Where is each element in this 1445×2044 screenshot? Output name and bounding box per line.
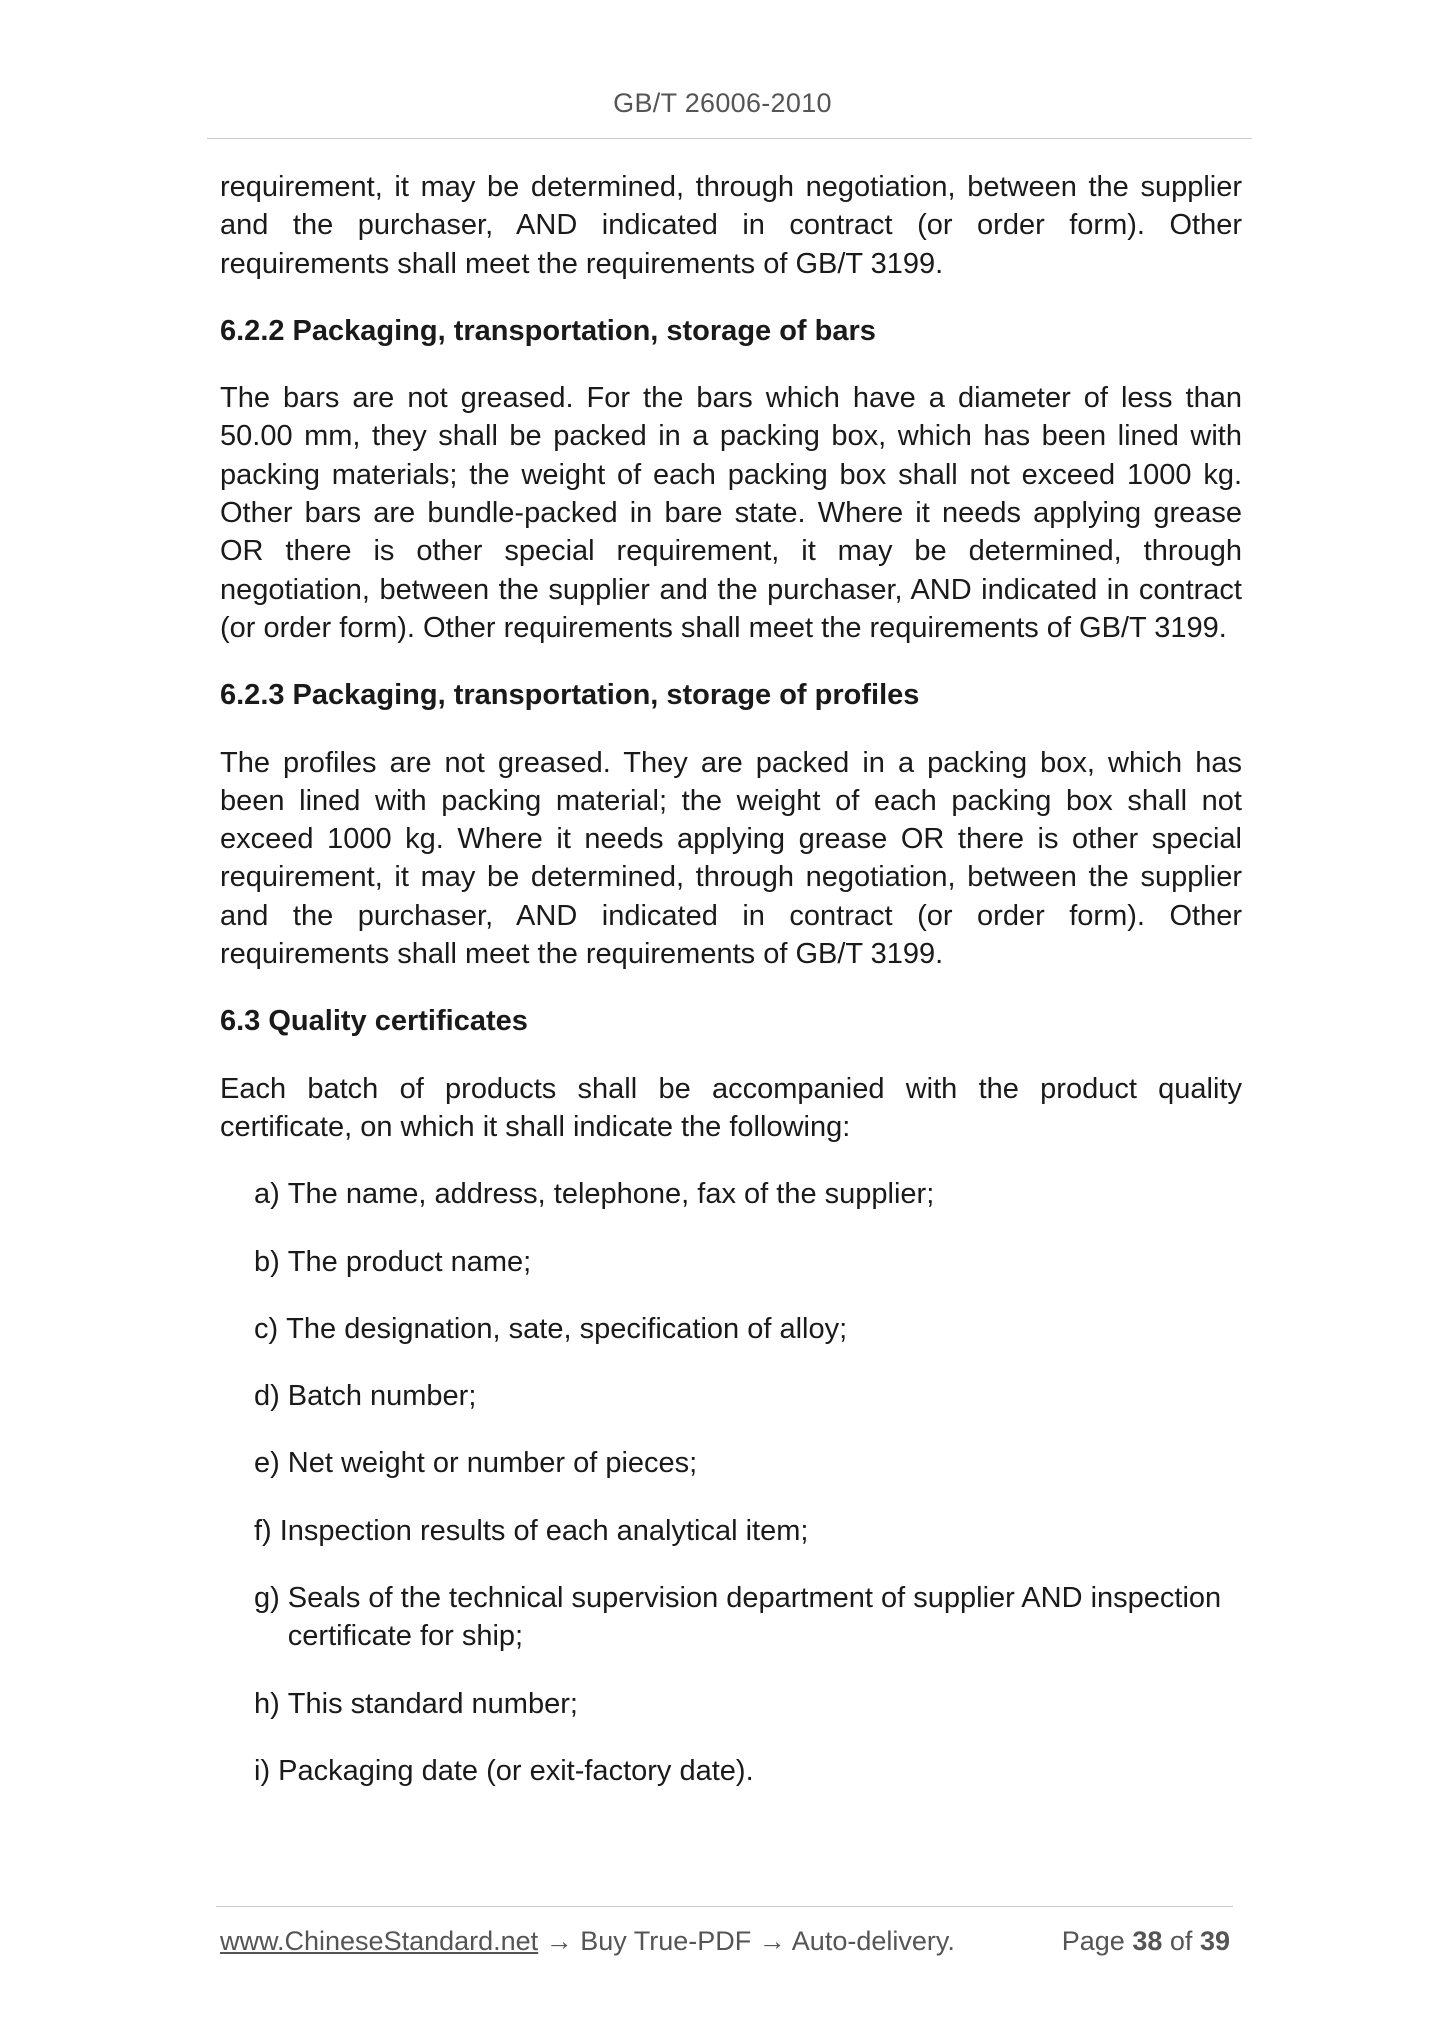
list-item (254, 1444, 1242, 1482)
list-item-marker: c) (254, 1312, 279, 1345)
list-item (254, 1579, 1242, 1656)
website-link[interactable]: www.ChineseStandard.net (220, 1926, 539, 1956)
list-item-text: This standard number; (287, 1687, 578, 1720)
list-item-marker: d) (254, 1380, 280, 1413)
list-item-text: The name, address, telephone, fax of the supplier; (287, 1178, 935, 1211)
list-item-marker: e) (254, 1447, 280, 1480)
section-body-6-2-3: The profiles are not greased. They are packed in a packing box, which has been lined with packing material; the weight of each packing box shall not exceed 1000 kg. Where it needs applying grease OR there is other special requirement, it may be determined, through negotiation, between the supplier and the purchaser, AND indicated in contract (or order form). Other requirements shall meet the requirements of GB/T 3199. (220, 746, 1242, 971)
list-item-marker: g) (254, 1582, 280, 1615)
list-item-text: The product name; (287, 1245, 532, 1278)
section-heading-6-2-3: 6.2.3 Packaging, transportation, storage of profiles (220, 679, 920, 712)
list-item-text: Packaging date (or exit-factory date). (278, 1754, 754, 1787)
footer-divider (216, 1906, 1233, 1907)
list-item-text: Net weight or number of pieces; (287, 1447, 698, 1480)
arrow-right-icon: → (758, 1926, 786, 1956)
auto-delivery-text: Auto-delivery. (791, 1926, 955, 1956)
page-counter (1062, 1926, 1230, 1957)
total-page-number: 39 (1199, 1926, 1230, 1956)
list-item-marker: b) (254, 1245, 280, 1278)
section-body-6-3: Each batch of products shall be accompanied with the product quality certificate, on which it shall indicate the following: (220, 1072, 1242, 1143)
buy-true-pdf-text: Buy True-PDF (580, 1926, 752, 1956)
document-header: GB/T 26006-2010 (613, 88, 832, 118)
list-item-marker: a) (254, 1178, 280, 1211)
page-footer (220, 1926, 1230, 1957)
current-page-number: 38 (1132, 1926, 1163, 1956)
list-item-text: Inspection results of each analytical item; (279, 1514, 809, 1547)
list-item-text: Seals of the technical supervision department of supplier AND inspection certificate for ship; (287, 1582, 1222, 1653)
of-label: of (1169, 1926, 1193, 1956)
footer-left (220, 1926, 955, 1956)
list-item-marker: i) (254, 1754, 271, 1787)
certificate-items-list (220, 1175, 1242, 1790)
list-item (254, 1243, 1242, 1281)
page-label: Page (1061, 1926, 1125, 1956)
list-item (254, 1685, 1242, 1723)
list-item-text: The designation, sate, specification of alloy; (286, 1312, 848, 1345)
arrow-right-icon: → (545, 1926, 573, 1956)
section-heading-6-3: 6.3 Quality certificates (220, 1005, 528, 1038)
list-item (254, 1377, 1242, 1415)
section-body-6-2-2: The bars are not greased. For the bars which have a diameter of less than 50.00 mm, they shall be packed in a packing box, which has been lined with packing materials; the weight of each packing box shall not exceed 1000 kg. Other bars are bundle-packed in bare state. Where it needs applying grease OR there is other special requirement, it may be determined, through negotiation, between the supplier and the purchaser, AND indicated in contract (or order form). Other requirements shall meet the requirements of GB/T 3199. (220, 382, 1242, 644)
list-item (254, 1175, 1242, 1213)
list-item (254, 1512, 1242, 1550)
list-item-text: Batch number; (287, 1380, 477, 1413)
intro-paragraph: requirement, it may be determined, through negotiation, between the supplier and the purchaser, AND indicated in contract (or order form). Other requirements shall meet the requirements of GB/T 3199. (220, 171, 1242, 280)
list-item (254, 1310, 1242, 1348)
section-heading-6-2-2: 6.2.2 Packaging, transportation, storage of bars (220, 314, 876, 347)
list-item-marker: h) (254, 1687, 280, 1720)
header-divider (207, 138, 1252, 139)
page-content (220, 168, 1242, 1819)
list-item (254, 1752, 1242, 1790)
list-item-marker: f) (254, 1514, 272, 1547)
